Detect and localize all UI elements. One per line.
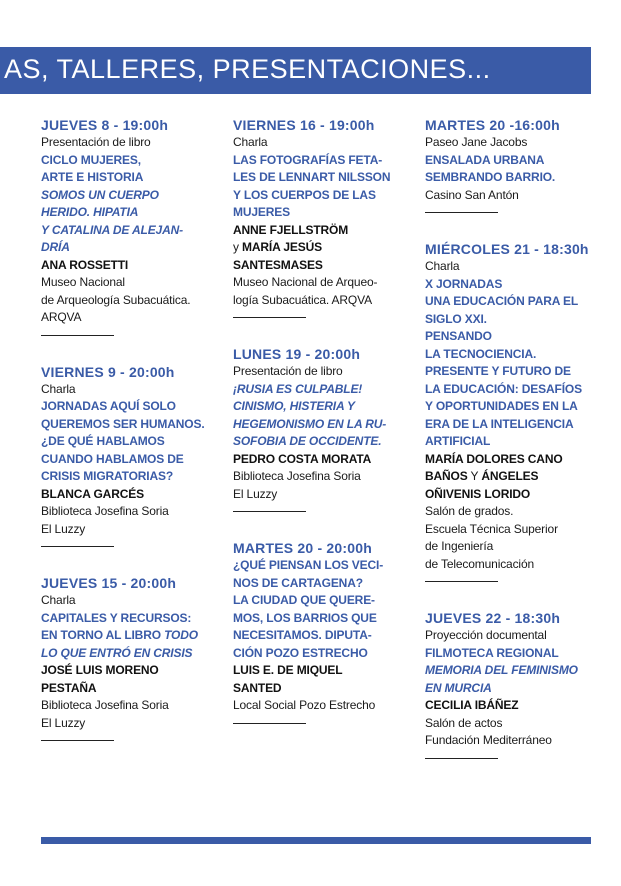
event-speaker: MARÍA DOLORES CANO [425, 451, 563, 466]
event-title-line: JORNADAS AQUÍ SOLO [41, 399, 176, 413]
event-title-line: LA EDUCACIÓN: DESAFÍOS [425, 381, 582, 396]
event-detail: Museo Nacional [41, 275, 125, 289]
event-divider [233, 317, 306, 318]
event-detail: Charla [41, 381, 76, 396]
event-line [233, 239, 415, 257]
event-date-heading: JUEVES 15 - 20:00h [41, 575, 177, 591]
event-entry [425, 609, 607, 759]
event-entry [425, 240, 607, 582]
event-title-line: ARTE E HISTORIA [41, 170, 144, 184]
event-title-line: PRESENTE Y FUTURO DE [425, 364, 571, 378]
event-detail: Charla [425, 259, 460, 273]
event-detail: Fundación Mediterráneo [425, 733, 552, 747]
header-banner [0, 47, 591, 94]
event-title-line: CAPITALES Y RECURSOS: [41, 610, 192, 625]
event-detail: Biblioteca Josefina Soria [41, 504, 169, 518]
event-speaker: BLANCA GARCÉS [41, 486, 144, 501]
event-date-heading: LUNES 19 - 20:00h [233, 346, 361, 362]
event-date-heading: JUEVES 8 - 19:00h [41, 117, 169, 133]
event-speaker: ANNE FJELLSTRÖM [233, 222, 349, 237]
event-title-line: FILMOTECA REGIONAL [425, 645, 559, 660]
event-detail: Escuela Técnica Superior [425, 521, 558, 536]
event-title-line: X JORNADAS [425, 276, 503, 291]
event-divider [233, 511, 306, 512]
event-title-line: QUEREMOS SER HUMANOS. [41, 416, 205, 431]
event-date-heading: MIÉRCOLES 21 - 18:30h [425, 241, 589, 257]
event-title-line: MEMORIA DEL FEMINISMO [425, 663, 578, 677]
event-title-line: NOS DE CARTAGENA? [233, 575, 363, 590]
event-title-line: ¿DE QUÉ HABLAMOS [41, 434, 165, 448]
footer-bar [41, 837, 591, 844]
event-title-line: CINISMO, HISTERIA Y [233, 399, 355, 413]
event-speaker: SANTESMASES [233, 257, 323, 272]
event-title-line: SEMBRANDO BARRIO. [425, 170, 556, 184]
event-divider [425, 758, 498, 759]
event-speaker: PESTAÑA [41, 680, 97, 695]
event-detail: Paseo Jane Jacobs [425, 135, 528, 149]
event-detail: Casino San Antón [425, 187, 519, 202]
event-line-segment: Y [467, 469, 482, 483]
banner-title: AS, TALLERES, PRESENTACIONES... [4, 54, 491, 84]
event-detail: Local Social Pozo Estrecho [233, 698, 376, 712]
event-title-line: MUJERES [233, 205, 290, 219]
event-detail: Museo Nacional de Arqueo- [233, 275, 378, 289]
event-title-line: SIGLO XXI. [425, 311, 487, 326]
event-detail: Presentación de libro [41, 135, 151, 149]
event-line-segment: EN TORNO AL LIBRO [41, 628, 165, 642]
event-detail: de Telecomunicación [425, 556, 534, 571]
event-date-heading: JUEVES 22 - 18:30h [425, 610, 561, 626]
event-detail: Charla [233, 135, 268, 149]
event-title-line: UNA EDUCACIÓN PARA EL [425, 294, 579, 308]
event-detail: Salón de grados. [425, 504, 514, 518]
event-title-line: EN MURCIA [425, 680, 492, 695]
event-entry [41, 116, 223, 336]
event-detail: El Luzzy [41, 715, 86, 730]
event-line-segment: BAÑOS [425, 469, 468, 483]
event-divider [425, 212, 498, 213]
event-detail: de Ingeniería [425, 539, 494, 553]
event-title-line: PENSANDO [425, 329, 492, 343]
event-title-line: CIÓN POZO ESTRECHO [233, 645, 368, 660]
event-title-line: ERA DE LA INTELIGENCIA [425, 416, 574, 431]
event-speaker: LUIS E. DE MIQUEL [233, 663, 343, 677]
event-title-line: MOS, LOS BARRIOS QUE [233, 610, 377, 625]
event-divider [41, 335, 114, 336]
event-title-line: CRISIS MIGRATORIAS? [41, 469, 174, 483]
event-speaker: JOSÉ LUIS MORENO [41, 663, 159, 677]
event-entry [233, 539, 415, 724]
event-title-line: ENSALADA URBANA [425, 152, 545, 167]
event-date-heading: MARTES 20 -16:00h [425, 117, 560, 133]
event-title-line: SOFOBIA DE OCCIDENTE. [233, 434, 382, 448]
event-date-heading: MARTES 20 - 20:00h [233, 540, 372, 556]
event-detail: ARQVA [41, 310, 82, 324]
event-title-line: DRÍA [41, 240, 70, 254]
event-detail: Presentación de libro [233, 364, 343, 378]
event-speaker: OÑIVENIS LORIDO [425, 486, 531, 501]
event-title-line: LAS FOTOGRAFÍAS FETA- [233, 152, 383, 167]
event-title-line: ¿QUÉ PIENSAN LOS VECI- [233, 558, 384, 572]
event-title-line: LES DE LENNART NILSSON [233, 170, 391, 184]
event-title-line: HERIDO. HIPATIA [41, 205, 139, 219]
event-date-heading: VIERNES 16 - 19:00h [233, 117, 375, 133]
event-entry [41, 363, 223, 548]
event-title-line: CUANDO HABLAMOS DE [41, 451, 184, 466]
event-detail: Biblioteca Josefina Soria [233, 469, 361, 483]
event-detail: Salón de actos [425, 715, 503, 730]
event-title-line: Y LOS CUERPOS DE LAS [233, 187, 376, 202]
event-line-segment: ÁNGELES [481, 469, 539, 483]
event-entry [233, 345, 415, 512]
event-entry [233, 116, 415, 318]
schedule-column-1 [41, 116, 223, 768]
event-title-line: ARTIFICIAL [425, 434, 491, 448]
event-title-line: LA CIUDAD QUE QUERE- [233, 593, 375, 607]
schedule-column-2 [233, 116, 415, 751]
event-detail: logía Subacuática. ARQVA [233, 292, 372, 307]
event-title-line: ¡RUSIA ES CULPABLE! [233, 381, 363, 396]
event-line [41, 627, 223, 645]
event-detail: El Luzzy [233, 486, 278, 501]
event-detail: El Luzzy [41, 521, 86, 536]
event-title-line: LO QUE ENTRÓ EN CRISIS [41, 645, 193, 660]
event-line [425, 468, 607, 486]
event-title-line: LA TECNOCIENCIA. [425, 346, 537, 361]
event-detail: de Arqueología Subacuática. [41, 292, 191, 307]
event-entry [425, 116, 607, 213]
event-speaker: ANA ROSSETTI [41, 257, 129, 272]
event-entry [41, 574, 223, 741]
event-divider [41, 740, 114, 741]
event-detail: Proyección documental [425, 628, 547, 642]
schedule-column-3 [425, 116, 607, 786]
event-title-line: Y OPORTUNIDADES EN LA [425, 399, 578, 413]
event-divider [425, 581, 498, 582]
event-date-heading: VIERNES 9 - 20:00h [41, 363, 175, 380]
event-divider [41, 546, 114, 547]
event-speaker: CECILIA IBÁÑEZ [425, 698, 519, 712]
event-speaker: PEDRO COSTA MORATA [233, 451, 372, 466]
event-divider [233, 723, 306, 724]
event-title-line: NECESITAMOS. DIPUTA- [233, 628, 372, 642]
event-line-segment: y [233, 240, 243, 254]
event-title-line: Y CATALINA DE ALEJAN- [41, 222, 183, 237]
event-title-line: HEGEMONISMO EN LA RU- [233, 416, 387, 431]
event-speaker: SANTED [233, 680, 282, 695]
event-line-segment: MARÍA JESÚS [242, 240, 322, 254]
event-detail: Biblioteca Josefina Soria [41, 698, 169, 712]
event-title-line: SOMOS UN CUERPO [41, 187, 159, 202]
event-detail: Charla [41, 593, 76, 607]
event-line-segment: TODO [164, 628, 198, 642]
event-title-line: CICLO MUJERES, [41, 152, 141, 167]
